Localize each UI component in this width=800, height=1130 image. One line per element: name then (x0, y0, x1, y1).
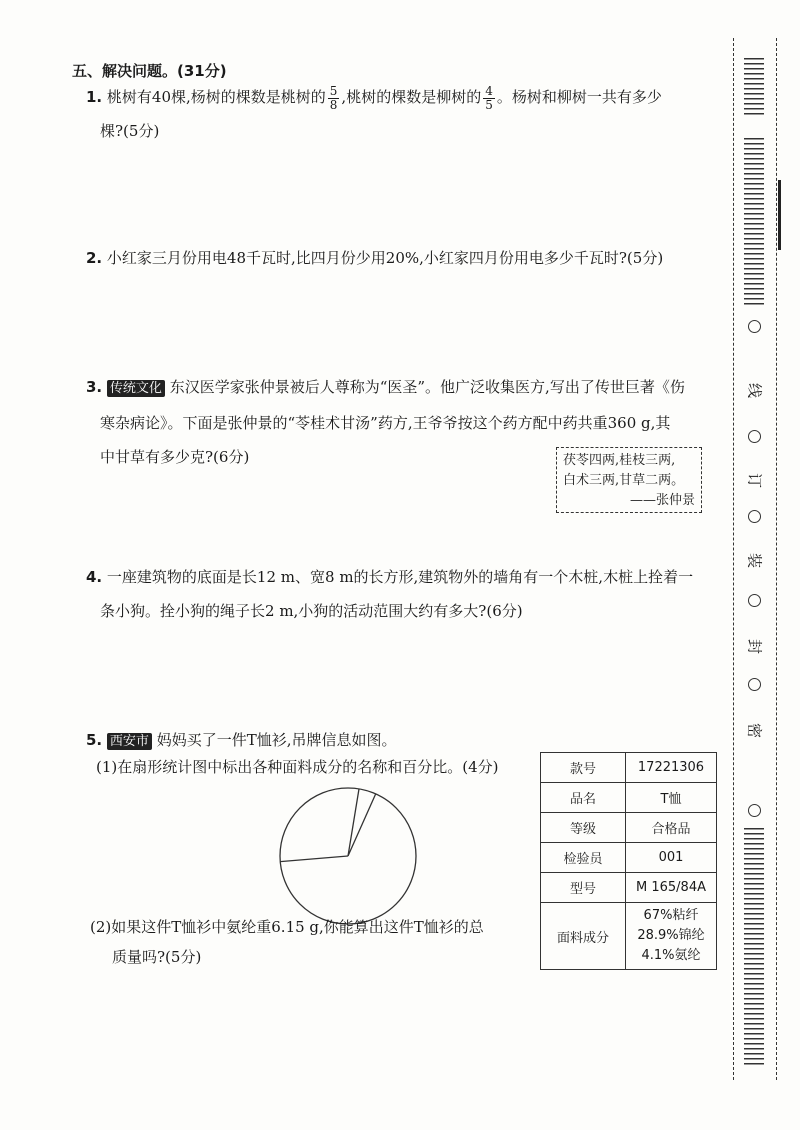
binding-ticks (744, 138, 764, 308)
table-key-cell: 款号 (541, 753, 626, 783)
table-value-cell (626, 843, 717, 873)
question-4 (86, 560, 706, 628)
question-text-line2: 条小狗。拴小狗的绳子长2 m,小狗的活动范围大约有多大?(6分) (100, 602, 523, 620)
question-number: 1. (86, 88, 103, 106)
table-value-line: M 165/84A (636, 880, 706, 895)
table-value-line: 67%粘纤 (643, 908, 699, 923)
question-number: 4. (86, 568, 103, 586)
table-value-line: 17221306 (637, 760, 705, 775)
table-key-cell: 检验员 (541, 843, 626, 873)
binding-ring (748, 510, 761, 523)
table-value-cell (626, 753, 717, 783)
question-text: 小红家三月份用电48千瓦时,比四月份少用20%,小红家四月份用电多少千瓦时?(5分) (106, 249, 664, 267)
binding-ticks (744, 58, 764, 118)
binding-char: 封 (745, 638, 764, 654)
pie-slice-boundary (348, 789, 359, 856)
table-row (541, 843, 717, 873)
binding-ring (748, 804, 761, 817)
binding-ring (748, 430, 761, 443)
question-text: 。杨树和柳树一共有多少 (496, 88, 662, 106)
binding-ring (748, 678, 761, 691)
table-key-cell: 等级 (541, 813, 626, 843)
margin-bar (778, 180, 781, 250)
table-value-line: 28.9%锦纶 (637, 928, 705, 943)
recipe-line: 白术三两,甘草二两。 (563, 473, 685, 488)
table-key-cell: 面料成分 (541, 903, 626, 970)
section-title: 五、解决问题。(31分) (72, 62, 227, 80)
question-text-line2: 寒杂病论》。下面是张仲景的“苓桂术甘汤”药方,王爷爷按这个药方配中药共重360 g,其 (100, 414, 671, 432)
question-1 (86, 80, 706, 148)
question-number: 2. (86, 249, 103, 267)
category-tag: 传统文化 (107, 380, 165, 397)
table-value-line: 4.1%氨纶 (641, 948, 701, 963)
table-row (541, 783, 717, 813)
binding-margin (733, 38, 777, 1080)
sub-question-1: (1)在扇形统计图中标出各种面料成分的名称和百分比。(4分) (96, 758, 499, 776)
binding-ticks (744, 828, 764, 1068)
binding-char: 线 (745, 382, 764, 398)
question-text: 妈妈买了一件T恤衫,吊牌信息如图。 (156, 731, 397, 749)
pie-slice-boundary (280, 856, 348, 862)
question-number: 3. (86, 378, 103, 396)
table-value-cell (626, 903, 717, 970)
table-row (541, 903, 717, 970)
table-row (541, 753, 717, 783)
question-text: ,桃树的棵数是柳树的 (341, 88, 482, 106)
clothing-tag-table (540, 752, 717, 970)
fraction: $\frac{5}{8}$ (329, 83, 338, 112)
fraction: $\frac{4}{5}$ (485, 83, 493, 112)
question-number: 5. (86, 731, 103, 749)
table-value-line: 001 (658, 850, 684, 865)
table-value-cell (626, 813, 717, 843)
binding-ring (748, 594, 761, 607)
sub-question-2: (2)如果这件T恤衫中氨纶重6.15 g,你能算出这件T恤衫的总 质量吗?(5分) (90, 918, 484, 966)
pie-slice-boundary (348, 794, 376, 856)
table-row (541, 813, 717, 843)
question-text-line3: 中甘草有多少克?(6分) (100, 448, 250, 466)
table-key-cell: 型号 (541, 873, 626, 903)
question-text: 一座建筑物的底面是长12 m、宽8 m的长方形,建筑物外的墙角有一个木桩,木桩上拴着一 (106, 568, 694, 586)
question-text: 东汉医学家张仲景被后人尊称为“医圣”。他广泛收集医方,写出了传世巨著《伤 (169, 378, 685, 396)
table-row (541, 873, 717, 903)
recipe-line: 茯苓四两,桂枝三两, (563, 453, 676, 468)
binding-char: 密 (745, 722, 764, 738)
binding-char: 订 (745, 472, 764, 488)
binding-ring (748, 320, 761, 333)
question-2 (86, 241, 706, 275)
binding-char: 装 (745, 552, 764, 568)
region-tag: 西安市 (107, 733, 152, 750)
table-value-line: 合格品 (651, 822, 691, 837)
table-value-cell (626, 873, 717, 903)
table-value-cell (626, 783, 717, 813)
table-value-line: T恤 (660, 792, 682, 807)
recipe-author: ——张仲景 (629, 493, 695, 508)
question-text: 桃树有40棵,杨树的棵数是桃树的 (106, 88, 326, 106)
question-text-line2: 棵?(5分) (100, 122, 160, 140)
table-key-cell: 品名 (541, 783, 626, 813)
recipe-box (556, 447, 702, 513)
